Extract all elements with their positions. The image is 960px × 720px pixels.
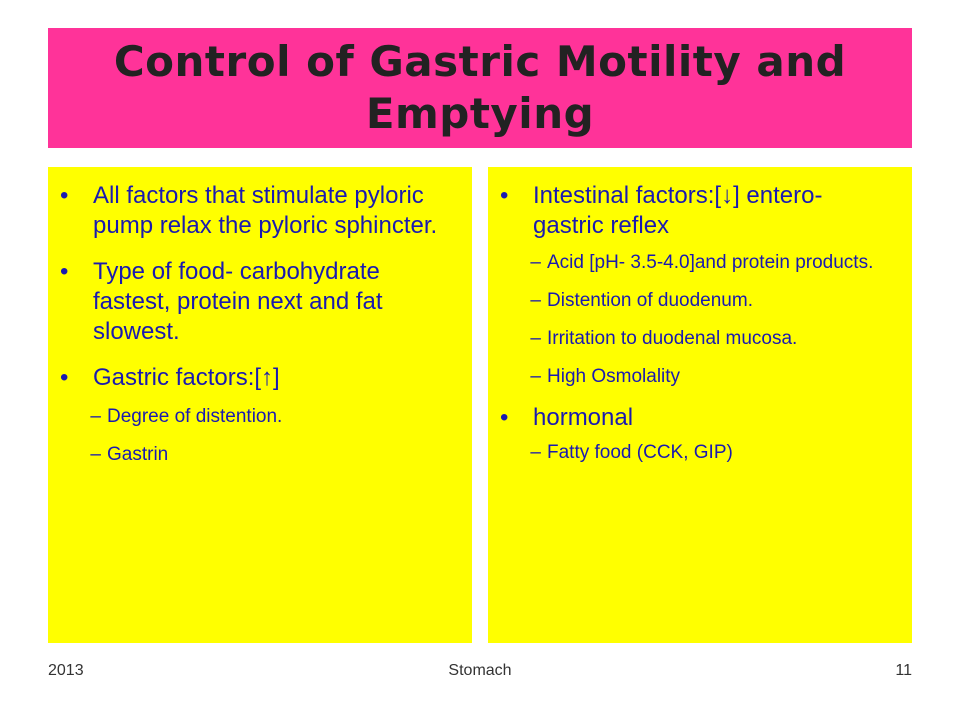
dash-icon: – <box>530 290 541 311</box>
dash-icon: – <box>530 442 541 463</box>
bullet-icon: • <box>500 404 509 431</box>
title-bar <box>48 28 912 148</box>
bullet-item <box>60 257 448 347</box>
left-content-panel <box>48 167 472 643</box>
right-bullet-list-2 <box>500 403 888 433</box>
sub-bullet-item <box>60 443 448 467</box>
right-content-panel <box>488 167 912 643</box>
bullet-item <box>60 363 448 393</box>
slide-title: Control of Gastric Motility and Emptying <box>113 37 847 138</box>
bullet-text: Gastric factors:[↑] <box>93 364 280 391</box>
sub-bullet-text: Degree of distention. <box>107 406 283 427</box>
bullet-item <box>500 181 888 241</box>
sub-bullet-item <box>500 251 888 275</box>
bullet-icon: • <box>500 182 509 209</box>
dash-icon: – <box>530 252 541 273</box>
bullet-text: Type of food- carbohydrate fastest, protein next and fat slowest. <box>93 258 383 345</box>
bullet-item <box>60 181 448 241</box>
left-bullet-list <box>60 181 448 393</box>
sub-bullet-item <box>60 405 448 429</box>
sub-bullet-text: Distention of duodenum. <box>547 290 753 311</box>
right-bullet-list <box>500 181 888 241</box>
sub-bullet-item <box>500 327 888 351</box>
sub-bullet-text: Acid [pH- 3.5-4.0]and protein products. <box>547 252 874 273</box>
sub-bullet-text: High Osmolality <box>547 366 681 387</box>
footer-year: 2013 <box>48 662 84 679</box>
bullet-icon: • <box>60 182 69 209</box>
sub-bullet-text: Irritation to duodenal mucosa. <box>547 328 798 349</box>
dash-icon: – <box>530 328 541 349</box>
sub-bullet-item <box>500 365 888 389</box>
bullet-text: All factors that stimulate pyloric pump relax the pyloric sphincter. <box>93 182 438 239</box>
bullet-icon: • <box>60 258 69 285</box>
dash-icon: – <box>90 406 101 427</box>
left-sub-list <box>60 405 448 467</box>
bullet-text: Intestinal factors:[↓] entero-gastric reflex <box>533 182 823 239</box>
footer-topic: Stomach <box>448 662 512 679</box>
dash-icon: – <box>530 366 541 387</box>
right-sub-list-2 <box>500 441 888 465</box>
bullet-item <box>500 403 888 433</box>
sub-bullet-item <box>500 441 888 465</box>
sub-bullet-text: Gastrin <box>107 444 169 465</box>
sub-bullet-item <box>500 289 888 313</box>
sub-bullet-text: Fatty food (CCK, GIP) <box>547 442 733 463</box>
right-sub-list-1 <box>500 251 888 389</box>
bullet-icon: • <box>60 364 69 391</box>
footer-page-number: 11 <box>895 662 912 679</box>
dash-icon: – <box>90 444 101 465</box>
bullet-text: hormonal <box>533 404 634 431</box>
